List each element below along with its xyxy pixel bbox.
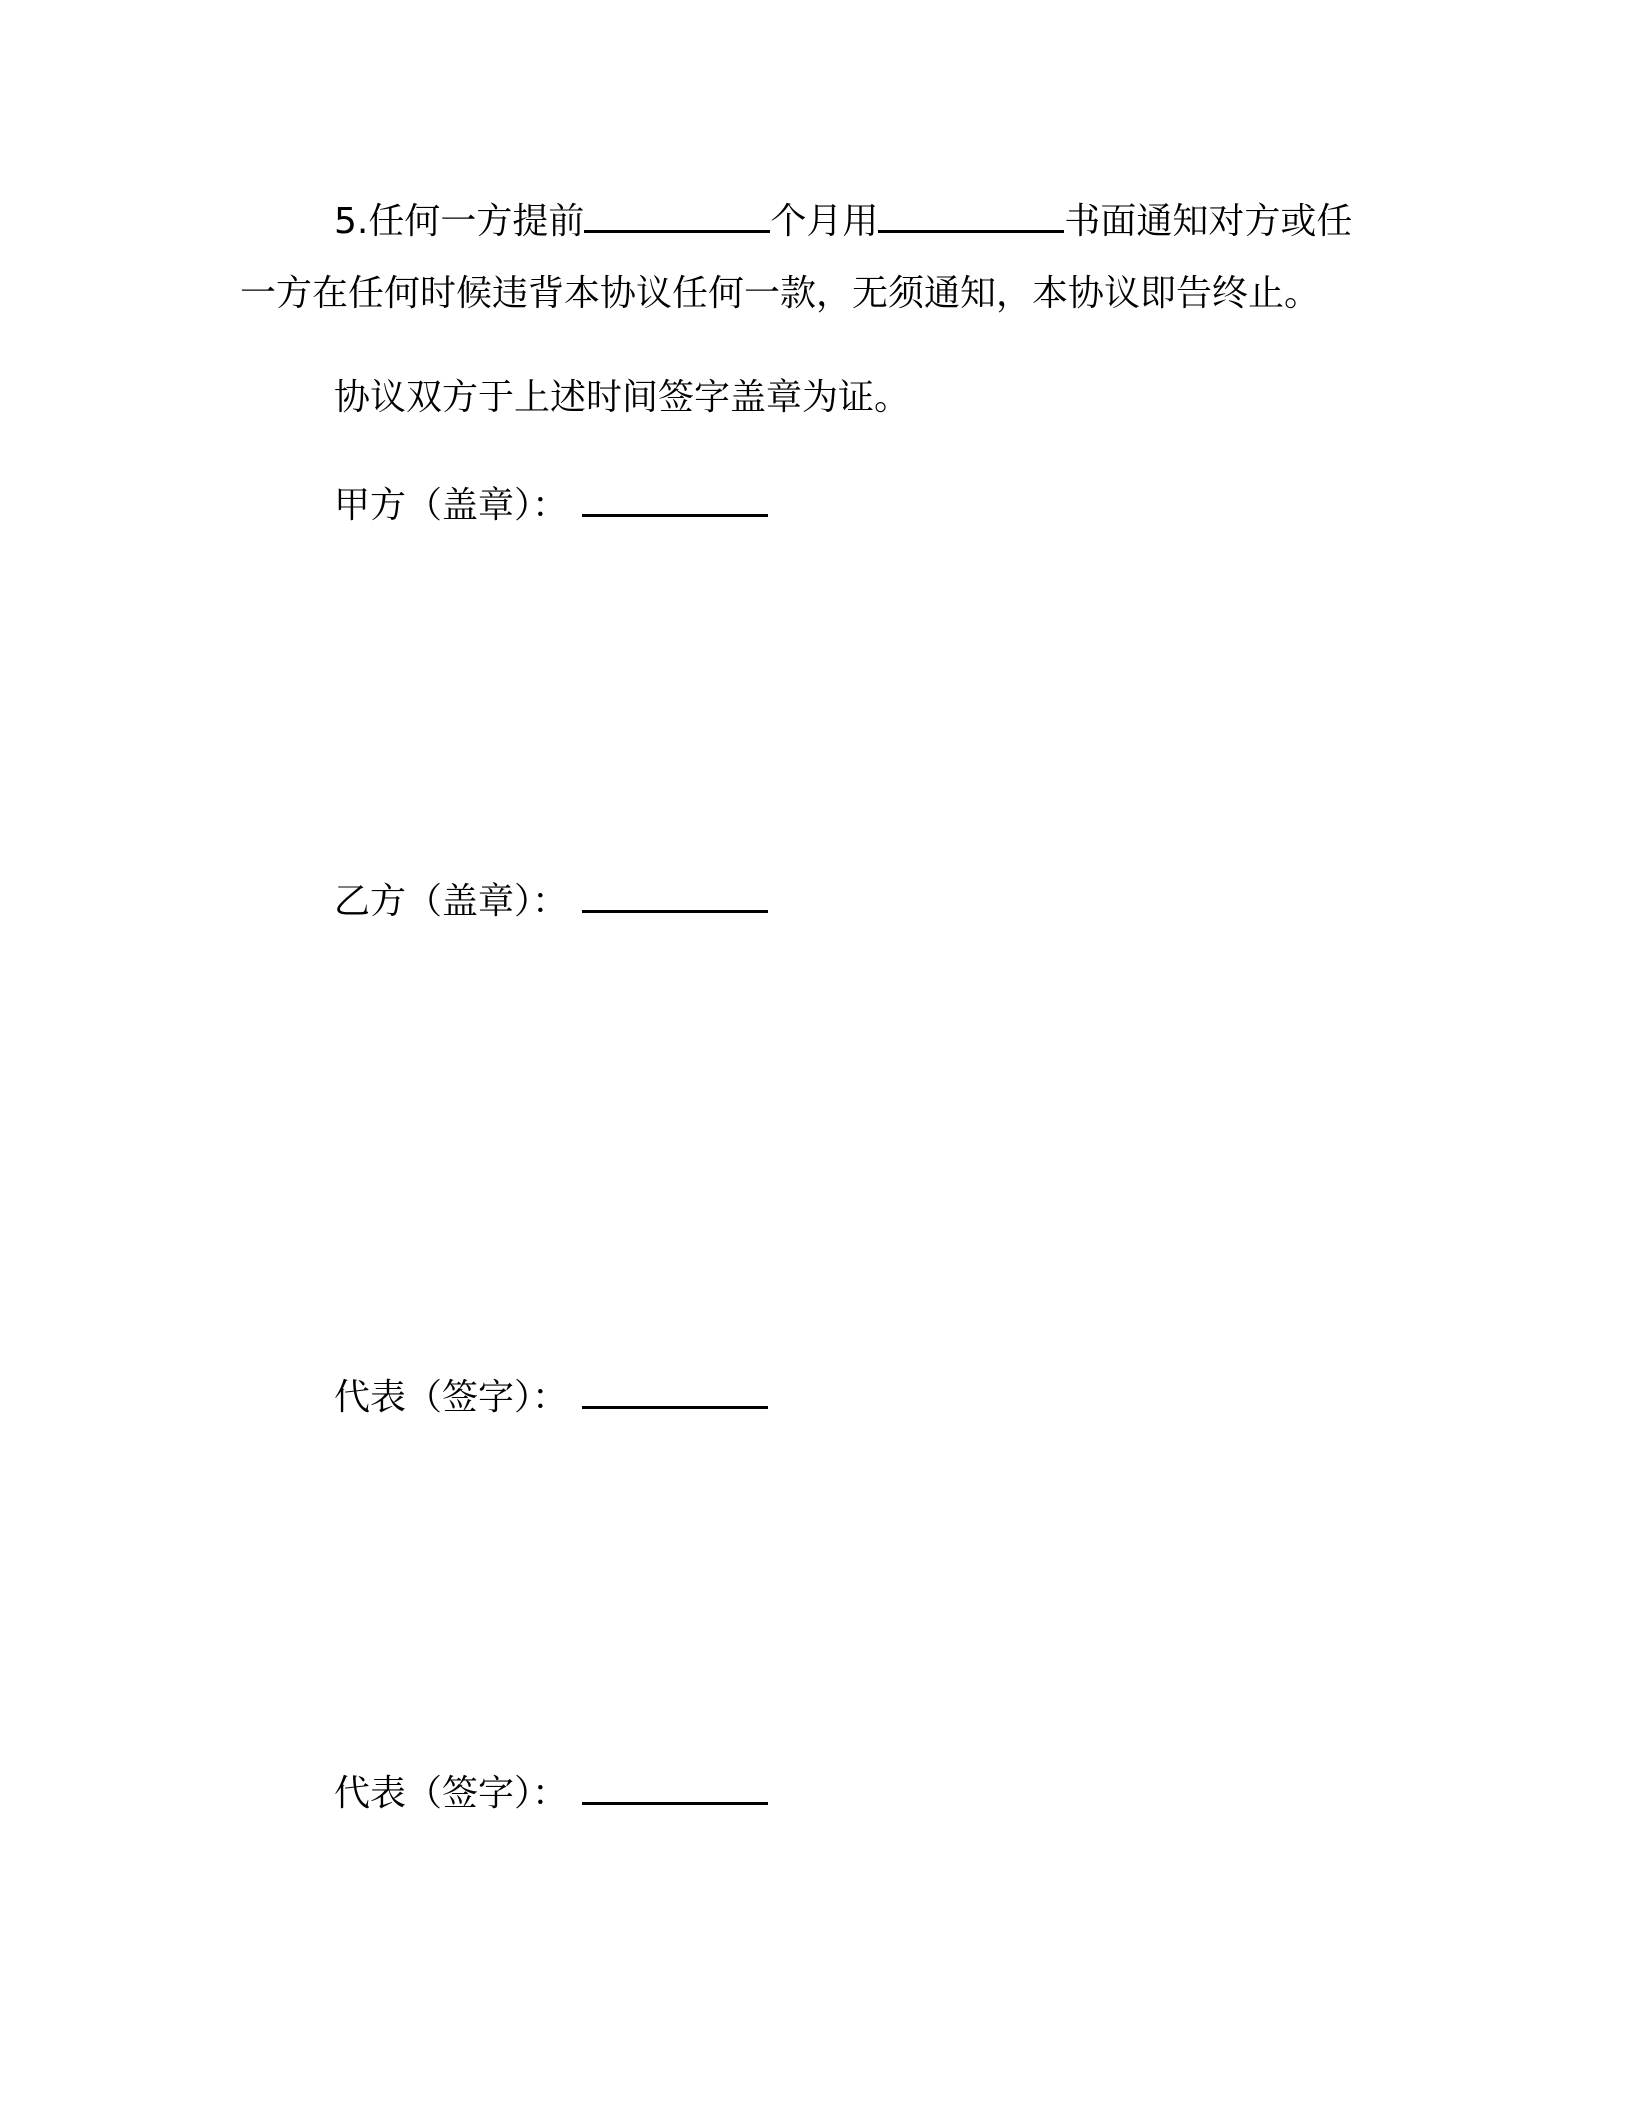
witness-statement [334, 376, 910, 420]
clause-5-text-2: 个月用 [770, 201, 879, 242]
representative-1-signature-line [334, 1372, 768, 1420]
representative-2-signature-line [334, 1768, 768, 1816]
party-a-signature-line [334, 480, 768, 528]
clause-5-line-1 [334, 196, 1352, 244]
months-blank [584, 196, 770, 233]
clause-5-line-2 [240, 272, 1320, 316]
clause-5-text-4: 一方在任何时候违背本协议任何一款，无须通知，本协议即告终止。 [240, 273, 1321, 314]
witness-text: 协议双方于上述时间签字盖章为证。 [334, 377, 911, 418]
representative-2-blank [582, 1768, 768, 1805]
party-a-label: 甲方（盖章）： [334, 485, 569, 526]
party-b-blank [582, 876, 768, 913]
clause-5-text-1: 5.任何一方提前 [334, 201, 585, 242]
notice-method-blank [878, 196, 1064, 233]
representative-2-label: 代表（签字）： [334, 1773, 569, 1814]
representative-1-blank [582, 1372, 768, 1409]
party-a-blank [582, 480, 768, 517]
clause-5-text-3: 书面通知对方或任 [1064, 201, 1353, 242]
representative-1-label: 代表（签字）： [334, 1377, 569, 1418]
party-b-label: 乙方（盖章）： [334, 881, 569, 922]
party-b-signature-line [334, 876, 768, 924]
